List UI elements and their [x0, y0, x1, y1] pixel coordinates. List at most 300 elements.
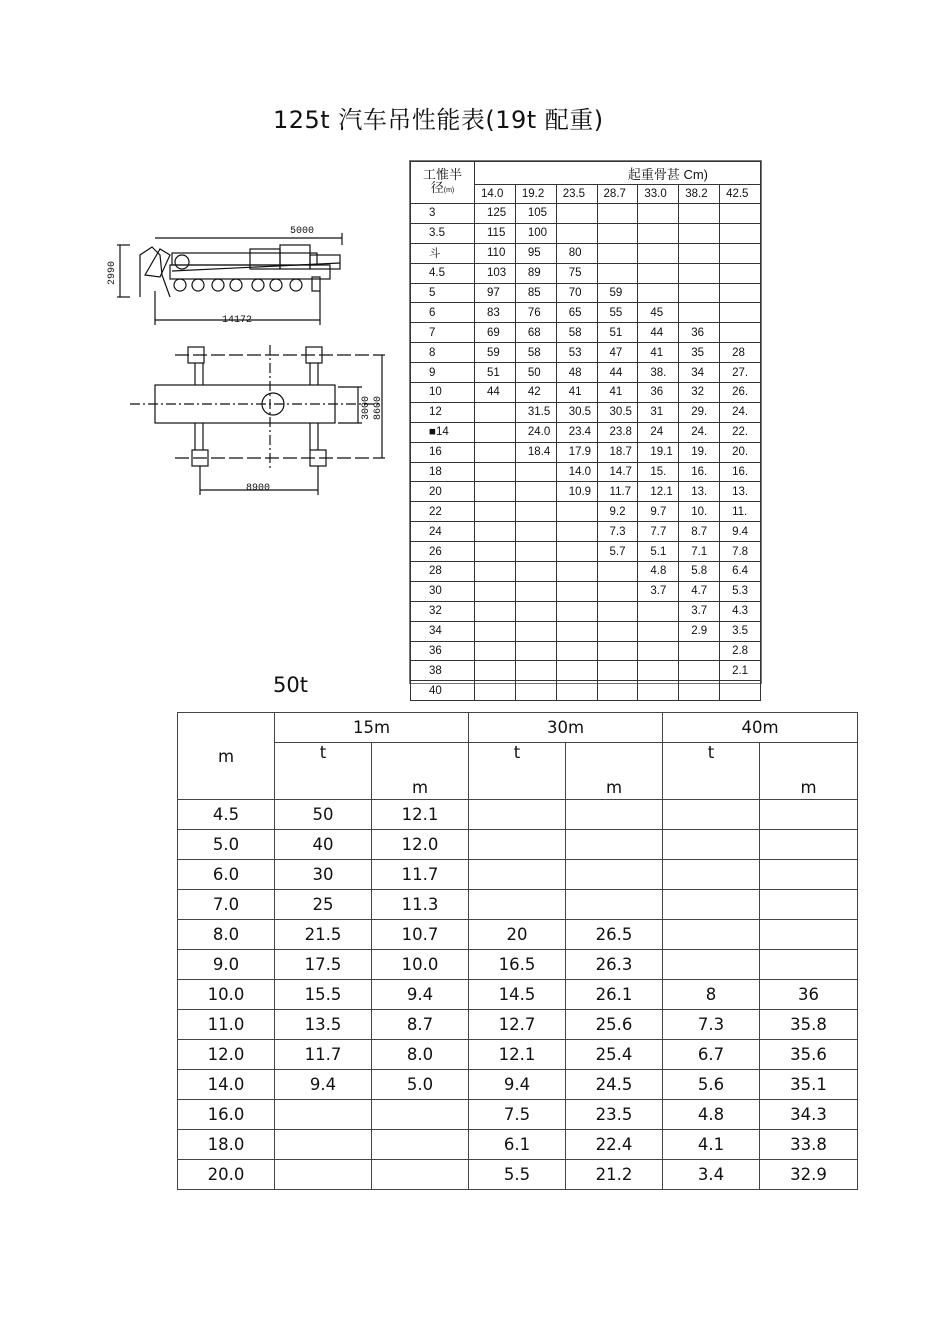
capacity-cell	[597, 223, 638, 243]
capacity-cell: 4.3	[720, 601, 761, 621]
capacity-cell	[597, 204, 638, 224]
value-cell: 3.4	[663, 1160, 760, 1190]
capacity-cell: 76	[515, 303, 556, 323]
capacity-cell: 32	[679, 383, 720, 403]
table-row	[178, 800, 858, 830]
capacity-cell	[475, 422, 516, 442]
table-row	[411, 263, 761, 283]
table2-body	[178, 800, 858, 1190]
capacity-cell: 24.	[720, 402, 761, 422]
capacity-cell	[556, 522, 597, 542]
value-cell	[760, 950, 858, 980]
capacity-cell	[475, 562, 516, 582]
boom-length-cell: 28.7	[597, 185, 638, 204]
group-15m: 15m	[275, 713, 469, 743]
radius-cell: 26	[411, 542, 475, 562]
capacity-cell	[720, 303, 761, 323]
value-cell: 4.8	[663, 1100, 760, 1130]
radius-cell: 5.0	[178, 830, 275, 860]
capacity-cell: 24.	[679, 422, 720, 442]
value-cell: 12.0	[372, 830, 469, 860]
value-cell: 15.5	[275, 980, 372, 1010]
capacity-cell	[679, 263, 720, 283]
table-row	[178, 830, 858, 860]
capacity-cell: 30.5	[597, 402, 638, 422]
radius-cell: 36	[411, 641, 475, 661]
performance-table-125t	[409, 160, 762, 697]
capacity-cell: 5.8	[679, 562, 720, 582]
capacity-cell	[679, 641, 720, 661]
capacity-cell: 41	[556, 383, 597, 403]
capacity-cell: 7.3	[597, 522, 638, 542]
capacity-cell: 8.7	[679, 522, 720, 542]
radius-cell: 11.0	[178, 1010, 275, 1040]
capacity-cell	[515, 641, 556, 661]
table-row	[411, 363, 761, 383]
value-cell: 9.4	[469, 1070, 566, 1100]
capacity-cell	[679, 661, 720, 681]
value-cell	[760, 860, 858, 890]
value-cell: 12.1	[469, 1040, 566, 1070]
capacity-cell: 20.	[720, 442, 761, 462]
capacity-cell: 41	[597, 383, 638, 403]
capacity-cell: 115	[475, 223, 516, 243]
capacity-cell	[597, 581, 638, 601]
value-cell	[663, 950, 760, 980]
table-row	[411, 542, 761, 562]
capacity-cell: 80	[556, 243, 597, 263]
capacity-cell: 58	[515, 343, 556, 363]
capacity-cell: 58	[556, 323, 597, 343]
capacity-cell	[515, 661, 556, 681]
capacity-cell	[720, 323, 761, 343]
value-cell	[275, 1130, 372, 1160]
capacity-cell	[638, 283, 679, 303]
capacity-cell: 105	[515, 204, 556, 224]
value-cell	[566, 860, 663, 890]
boom-length-cell: 23.5	[556, 185, 597, 204]
capacity-cell	[515, 681, 556, 701]
capacity-cell	[515, 482, 556, 502]
boom-length-cell: 42.5	[720, 185, 761, 204]
radius-cell: 16	[411, 442, 475, 462]
table-row	[178, 890, 858, 920]
value-cell: 26.5	[566, 920, 663, 950]
unit-t: t	[663, 743, 760, 800]
radius-cell: 3.5	[411, 223, 475, 243]
capacity-cell	[597, 243, 638, 263]
value-cell: 35.8	[760, 1010, 858, 1040]
unit-m: m	[760, 743, 858, 800]
capacity-cell	[638, 263, 679, 283]
value-cell: 8.0	[372, 1040, 469, 1070]
capacity-cell	[720, 263, 761, 283]
radius-cell: 34	[411, 621, 475, 641]
value-cell: 10.0	[372, 950, 469, 980]
value-cell: 25.4	[566, 1040, 663, 1070]
crane-drawing	[100, 215, 400, 500]
table-row	[411, 243, 761, 263]
capacity-cell: 44	[475, 383, 516, 403]
table-row	[411, 641, 761, 661]
value-cell	[566, 830, 663, 860]
value-cell	[663, 860, 760, 890]
value-cell: 35.1	[760, 1070, 858, 1100]
capacity-cell	[475, 601, 516, 621]
table-row	[178, 1130, 858, 1160]
capacity-cell: 100	[515, 223, 556, 243]
capacity-cell: 10.	[679, 502, 720, 522]
capacity-cell: 7.7	[638, 522, 679, 542]
capacity-cell	[556, 223, 597, 243]
capacity-cell	[556, 581, 597, 601]
radius-header-line1: 工惟半	[422, 167, 462, 182]
value-cell	[566, 890, 663, 920]
capacity-cell	[638, 601, 679, 621]
radius-cell: 40	[411, 681, 475, 701]
radius-cell: 5	[411, 283, 475, 303]
value-cell	[760, 830, 858, 860]
capacity-cell: 19.	[679, 442, 720, 462]
radius-header	[411, 162, 475, 204]
capacity-cell: 23.8	[597, 422, 638, 442]
value-cell: 4.1	[663, 1130, 760, 1160]
capacity-cell: 4.8	[638, 562, 679, 582]
radius-cell: 20	[411, 482, 475, 502]
capacity-cell	[597, 621, 638, 641]
capacity-cell	[720, 204, 761, 224]
capacity-cell	[638, 681, 679, 701]
capacity-cell: 12.1	[638, 482, 679, 502]
capacity-cell: 89	[515, 263, 556, 283]
table-row	[178, 1010, 858, 1040]
value-cell: 6.7	[663, 1040, 760, 1070]
capacity-cell: 31.5	[515, 402, 556, 422]
radius-cell: 9.0	[178, 950, 275, 980]
capacity-cell: 70	[556, 283, 597, 303]
table-row	[178, 920, 858, 950]
table-row	[411, 204, 761, 224]
value-cell: 7.5	[469, 1100, 566, 1130]
table-row	[178, 950, 858, 980]
capacity-cell	[638, 641, 679, 661]
value-cell	[469, 860, 566, 890]
radius-cell: 30	[411, 581, 475, 601]
capacity-cell	[597, 681, 638, 701]
value-cell: 34.3	[760, 1100, 858, 1130]
value-cell: 20	[469, 920, 566, 950]
radius-header-line2: 径	[430, 180, 444, 195]
capacity-cell	[679, 303, 720, 323]
capacity-cell: 51	[475, 363, 516, 383]
capacity-cell: 17.9	[556, 442, 597, 462]
capacity-cell: 59	[597, 283, 638, 303]
capacity-cell	[638, 243, 679, 263]
capacity-cell: 4.7	[679, 581, 720, 601]
capacity-cell: 24.0	[515, 422, 556, 442]
value-cell	[566, 800, 663, 830]
capacity-cell: 50	[515, 363, 556, 383]
capacity-cell: 51	[597, 323, 638, 343]
capacity-cell: 9.7	[638, 502, 679, 522]
value-cell: 40	[275, 830, 372, 860]
capacity-cell: 29.	[679, 402, 720, 422]
dim-label-3000: 3000	[361, 395, 372, 420]
dim-label-2990: 2990	[107, 260, 118, 285]
value-cell	[663, 890, 760, 920]
capacity-cell: 38.	[638, 363, 679, 383]
value-cell	[663, 830, 760, 860]
table-row	[178, 1160, 858, 1190]
radius-cell: 18	[411, 462, 475, 482]
value-cell: 8	[663, 980, 760, 1010]
unit-m: m	[372, 743, 469, 800]
corner-cell: m	[178, 713, 275, 800]
capacity-cell: 7.8	[720, 542, 761, 562]
capacity-cell	[475, 661, 516, 681]
capacity-cell	[515, 542, 556, 562]
radius-cell: 斗	[411, 243, 475, 263]
value-cell: 25	[275, 890, 372, 920]
capacity-cell: 110	[475, 243, 516, 263]
value-cell: 13.5	[275, 1010, 372, 1040]
capacity-cell: 44	[597, 363, 638, 383]
capacity-cell	[720, 243, 761, 263]
capacity-cell	[597, 641, 638, 661]
table-row	[178, 1070, 858, 1100]
capacity-cell: 31	[638, 402, 679, 422]
performance-table-50t	[177, 712, 858, 1190]
table-row	[178, 1040, 858, 1070]
capacity-cell: 23.4	[556, 422, 597, 442]
value-cell: 23.5	[566, 1100, 663, 1130]
value-cell	[275, 1100, 372, 1130]
value-cell	[760, 800, 858, 830]
capacity-cell	[475, 581, 516, 601]
value-cell: 16.5	[469, 950, 566, 980]
radius-cell: 38	[411, 661, 475, 681]
capacity-cell	[515, 462, 556, 482]
capacity-cell: 11.7	[597, 482, 638, 502]
boom-length-cell: 14.0	[475, 185, 516, 204]
value-cell: 7.3	[663, 1010, 760, 1040]
radius-cell: 8	[411, 343, 475, 363]
capacity-cell: 22.	[720, 422, 761, 442]
table-row	[411, 601, 761, 621]
value-cell	[372, 1130, 469, 1160]
table-row	[411, 442, 761, 462]
capacity-cell: 14.0	[556, 462, 597, 482]
table-row	[411, 422, 761, 442]
table-row	[411, 621, 761, 641]
capacity-cell	[556, 681, 597, 701]
capacity-cell: 5.3	[720, 581, 761, 601]
capacity-cell: 26.	[720, 383, 761, 403]
radius-header-unit: (m)	[443, 187, 455, 194]
capacity-cell: 55	[597, 303, 638, 323]
capacity-cell: 69	[475, 323, 516, 343]
radius-cell: 12.0	[178, 1040, 275, 1070]
capacity-cell	[475, 542, 516, 562]
capacity-cell	[720, 681, 761, 701]
boom-length-cell: 33.0	[638, 185, 679, 204]
capacity-cell	[475, 462, 516, 482]
dim-label-5000: 5000	[290, 226, 315, 237]
capacity-cell: 27.	[720, 363, 761, 383]
capacity-cell: 35	[679, 343, 720, 363]
value-cell: 8.7	[372, 1010, 469, 1040]
value-cell: 9.4	[275, 1070, 372, 1100]
capacity-cell	[515, 581, 556, 601]
capacity-cell: 10.9	[556, 482, 597, 502]
value-cell: 5.6	[663, 1070, 760, 1100]
radius-cell: ■14	[411, 422, 475, 442]
capacity-cell	[556, 502, 597, 522]
value-cell: 24.5	[566, 1070, 663, 1100]
table-row	[411, 223, 761, 243]
capacity-cell	[638, 223, 679, 243]
capacity-cell	[679, 283, 720, 303]
capacity-cell: 103	[475, 263, 516, 283]
value-cell	[469, 890, 566, 920]
value-cell: 25.6	[566, 1010, 663, 1040]
capacity-cell: 75	[556, 263, 597, 283]
capacity-cell	[556, 661, 597, 681]
page-title: 125t 汽车吊性能表(19t 配重)	[273, 106, 604, 134]
radius-cell: 7.0	[178, 890, 275, 920]
capacity-cell: 53	[556, 343, 597, 363]
value-cell: 12.7	[469, 1010, 566, 1040]
capacity-cell: 48	[556, 363, 597, 383]
radius-cell: 6.0	[178, 860, 275, 890]
table-row	[411, 343, 761, 363]
capacity-cell: 18.4	[515, 442, 556, 462]
capacity-cell: 44	[638, 323, 679, 343]
capacity-cell: 68	[515, 323, 556, 343]
capacity-cell: 42	[515, 383, 556, 403]
capacity-cell: 97	[475, 283, 516, 303]
capacity-cell	[475, 442, 516, 462]
radius-cell: 8.0	[178, 920, 275, 950]
capacity-cell: 7.1	[679, 542, 720, 562]
value-cell: 30	[275, 860, 372, 890]
radius-cell: 18.0	[178, 1130, 275, 1160]
capacity-cell	[515, 522, 556, 542]
value-cell: 11.3	[372, 890, 469, 920]
capacity-cell	[475, 621, 516, 641]
capacity-cell	[556, 601, 597, 621]
boom-length-cell: 19.2	[515, 185, 556, 204]
capacity-cell: 2.9	[679, 621, 720, 641]
capacity-cell: 85	[515, 283, 556, 303]
capacity-cell: 19.1	[638, 442, 679, 462]
capacity-cell: 28	[720, 343, 761, 363]
value-cell: 11.7	[372, 860, 469, 890]
capacity-cell	[638, 621, 679, 641]
capacity-cell: 16.	[720, 462, 761, 482]
table1-body	[411, 204, 761, 701]
unit-m: m	[566, 743, 663, 800]
table-row	[411, 581, 761, 601]
capacity-cell	[475, 482, 516, 502]
value-cell	[663, 920, 760, 950]
capacity-cell: 5.1	[638, 542, 679, 562]
value-cell: 5.5	[469, 1160, 566, 1190]
radius-cell: 7	[411, 323, 475, 343]
radius-cell: 6	[411, 303, 475, 323]
capacity-cell	[515, 562, 556, 582]
subtitle-50t: 50t	[273, 673, 308, 697]
value-cell	[469, 830, 566, 860]
capacity-cell: 3.7	[679, 601, 720, 621]
value-cell: 5.0	[372, 1070, 469, 1100]
unit-t: t	[469, 743, 566, 800]
capacity-cell	[556, 204, 597, 224]
capacity-cell: 95	[515, 243, 556, 263]
capacity-cell	[638, 661, 679, 681]
table-row	[411, 323, 761, 343]
capacity-cell	[556, 621, 597, 641]
capacity-cell: 9.2	[597, 502, 638, 522]
capacity-cell	[515, 502, 556, 522]
value-cell	[760, 890, 858, 920]
capacity-cell: 24	[638, 422, 679, 442]
capacity-cell	[515, 621, 556, 641]
radius-cell: 4.5	[411, 263, 475, 283]
table-row	[178, 980, 858, 1010]
radius-cell: 3	[411, 204, 475, 224]
capacity-cell: 3.5	[720, 621, 761, 641]
radius-cell: 10.0	[178, 980, 275, 1010]
capacity-cell: 65	[556, 303, 597, 323]
capacity-cell	[556, 562, 597, 582]
capacity-cell	[597, 263, 638, 283]
value-cell: 50	[275, 800, 372, 830]
dim-label-14172: 14172	[222, 315, 253, 326]
dim-label-8900: 8900	[246, 483, 271, 494]
table-row	[411, 462, 761, 482]
capacity-cell	[597, 661, 638, 681]
value-cell: 21.5	[275, 920, 372, 950]
value-cell	[469, 800, 566, 830]
value-cell	[372, 1160, 469, 1190]
radius-cell: 12	[411, 402, 475, 422]
capacity-cell	[515, 601, 556, 621]
table-row	[411, 402, 761, 422]
capacity-cell	[597, 562, 638, 582]
radius-cell: 14.0	[178, 1070, 275, 1100]
capacity-cell	[597, 601, 638, 621]
value-cell: 26.3	[566, 950, 663, 980]
table-row	[411, 502, 761, 522]
capacity-cell	[556, 542, 597, 562]
value-cell: 11.7	[275, 1040, 372, 1070]
capacity-cell	[720, 223, 761, 243]
capacity-cell: 16.	[679, 462, 720, 482]
capacity-cell: 9.4	[720, 522, 761, 542]
capacity-cell: 125	[475, 204, 516, 224]
table-row	[411, 562, 761, 582]
capacity-cell	[679, 223, 720, 243]
capacity-cell	[679, 681, 720, 701]
value-cell: 22.4	[566, 1130, 663, 1160]
value-cell: 36	[760, 980, 858, 1010]
value-cell: 26.1	[566, 980, 663, 1010]
value-cell	[275, 1160, 372, 1190]
radius-cell: 28	[411, 562, 475, 582]
table-row	[411, 303, 761, 323]
boom-length-cell: 38.2	[679, 185, 720, 204]
